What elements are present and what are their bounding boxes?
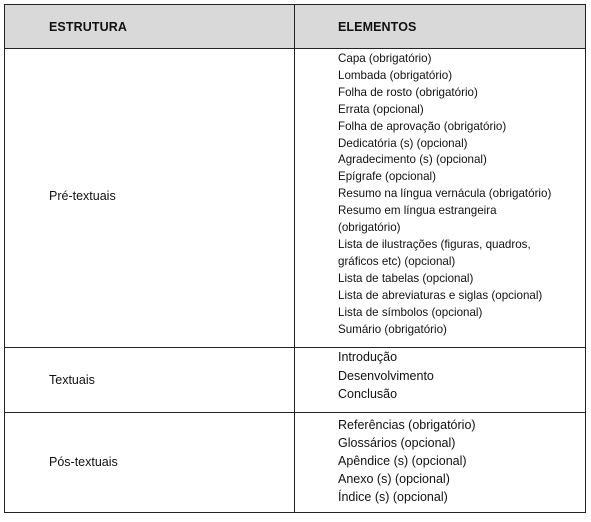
list-item: Índice (s) (opcional) <box>338 490 448 505</box>
header-elements: ELEMENTOS <box>295 5 586 49</box>
list-item: Sumário (obrigatório) <box>338 322 447 336</box>
structure-elements-table <box>4 4 586 513</box>
list-item: Lista de ilustrações (figuras, quadros, <box>338 237 531 251</box>
list-item: Glossários (opcional) <box>338 435 456 450</box>
list-item: Resumo em língua estrangeira <box>338 204 497 218</box>
list-item: Lista de abreviaturas e siglas (opcional) <box>338 288 543 302</box>
list-item: gráficos etc) (opcional) <box>338 254 456 268</box>
structure-cell: Pós-textuais <box>5 412 295 512</box>
table-row-pre-textuais <box>5 49 586 348</box>
list-item: Lista de tabelas (opcional) <box>338 271 474 285</box>
elements-cell <box>295 412 586 512</box>
list-item: Dedicatória (s) (opcional) <box>338 136 468 150</box>
list-item: Folha de aprovação (obrigatório) <box>338 119 507 133</box>
structure-cell: Pré-textuais <box>5 49 295 348</box>
list-item: Introdução <box>338 350 398 365</box>
header-structure: ESTRUTURA <box>5 5 295 49</box>
elements-list <box>338 416 577 507</box>
list-item: Anexo (s) (opcional) <box>338 472 450 487</box>
elements-cell <box>295 49 586 348</box>
elements-list <box>338 51 577 338</box>
list-item: (obrigatório) <box>338 221 401 235</box>
list-item: Epígrafe (opcional) <box>338 170 436 184</box>
list-item: Capa (obrigatório) <box>338 52 432 65</box>
list-item: Errata (opcional) <box>338 102 424 116</box>
elements-list <box>338 348 577 404</box>
table-row-pos-textuais <box>5 412 586 512</box>
list-item: Conclusão <box>338 387 398 402</box>
list-item: Desenvolvimento <box>338 368 434 383</box>
structure-cell: Textuais <box>5 348 295 412</box>
list-item: Agradecimento (s) (opcional) <box>338 153 487 167</box>
list-item: Lista de símbolos (opcional) <box>338 305 483 319</box>
table-header-row <box>5 5 586 49</box>
table-row-textuais <box>5 348 586 412</box>
elements-cell <box>295 348 586 412</box>
list-item: Resumo na língua vernácula (obrigatório) <box>338 187 552 201</box>
list-item: Referências (obrigatório) <box>338 417 476 432</box>
list-item: Folha de rosto (obrigatório) <box>338 85 478 99</box>
list-item: Apêndice (s) (opcional) <box>338 453 467 468</box>
list-item: Lombada (obrigatório) <box>338 68 453 82</box>
